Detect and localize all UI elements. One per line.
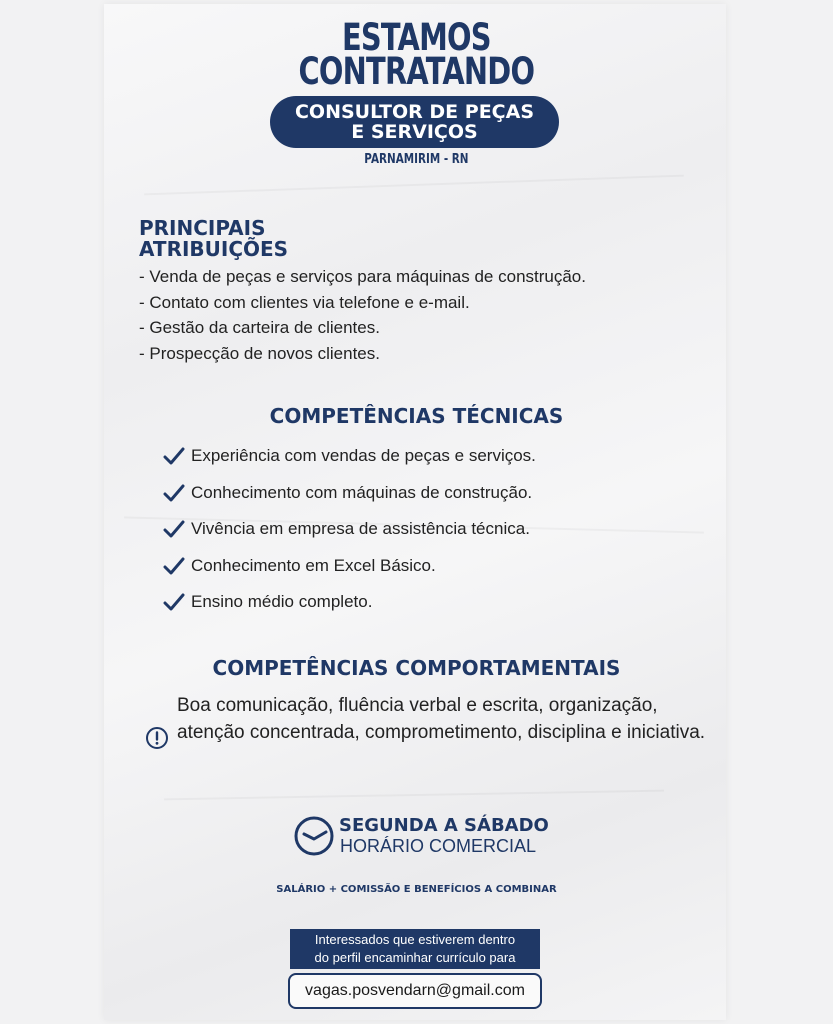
duties-title-line-1: PRINCIPAIS: [139, 216, 266, 240]
list-item: [163, 511, 536, 548]
list-item: - Gestão da carteira de clientes.: [139, 318, 380, 337]
list-item: [163, 584, 536, 621]
check-icon: [163, 483, 185, 503]
position-badge: [270, 96, 559, 148]
schedule-hours: HORÁRIO COMERCIAL: [340, 836, 537, 856]
list-item-label: Conhecimento com máquinas de construção.: [191, 482, 533, 502]
schedule-days: SEGUNDA A SÁBADO: [339, 815, 549, 836]
list-item: [163, 475, 536, 512]
check-icon: [163, 446, 185, 466]
clock-icon: [293, 815, 335, 857]
list-item: [163, 438, 536, 475]
paper-crease: [164, 790, 664, 801]
apply-instructions: [290, 929, 540, 969]
alert-circle-icon: [145, 726, 169, 750]
position-line-2: E SERVIÇOS: [351, 121, 478, 143]
list-item-label: Ensino médio completo.: [191, 592, 373, 612]
check-icon: [163, 592, 185, 612]
list-item: - Contato com clientes via telefone e e-mail.: [139, 292, 470, 312]
apply-line-1: Interessados que estiverem dentro: [314, 932, 516, 947]
list-item: - Prospecção de novos clientes.: [139, 343, 380, 363]
behavioral-title: COMPETÊNCIAS COMPORTAMENTAIS: [212, 656, 621, 680]
apply-line-2: do perfil encaminhar currículo para: [314, 950, 516, 965]
list-item-label: Conhecimento em Excel Básico.: [191, 555, 436, 575]
list-item-label: Vivência em empresa de assistência técnica.: [191, 519, 530, 539]
duties-title: [139, 218, 288, 260]
list-item: - Venda de peças e serviços para máquinas de construção.: [139, 267, 586, 286]
behavioral-text: Boa comunicação, fluência verbal e escrita, organização, atenção concentrada, comprometimento, disciplina e iniciativa.: [177, 695, 706, 743]
duties-title-line-2: ATRIBUIÇÕES: [139, 237, 289, 261]
list-item-label: Experiência com vendas de peças e serviços.: [191, 446, 536, 466]
technical-list: [163, 438, 536, 621]
headline-contratando: CONTRATANDO: [298, 50, 535, 93]
salary-info: SALÁRIO + COMISSÃO E BENEFÍCIOS A COMBINAR: [276, 884, 557, 895]
email-link[interactable]: vagas.posvendarn@gmail.com: [288, 973, 542, 1009]
list-item: [163, 548, 536, 585]
technical-title: COMPETÊNCIAS TÉCNICAS: [269, 404, 564, 428]
location-label: PARNAMIRIM - RN: [364, 152, 469, 167]
paper-crease: [144, 175, 684, 196]
position-line-1: CONSULTOR DE PEÇAS: [294, 101, 535, 123]
check-icon: [163, 556, 185, 576]
duties-list: [139, 264, 586, 366]
check-icon: [163, 519, 185, 539]
headline-estamos: ESTAMOS: [341, 16, 491, 59]
